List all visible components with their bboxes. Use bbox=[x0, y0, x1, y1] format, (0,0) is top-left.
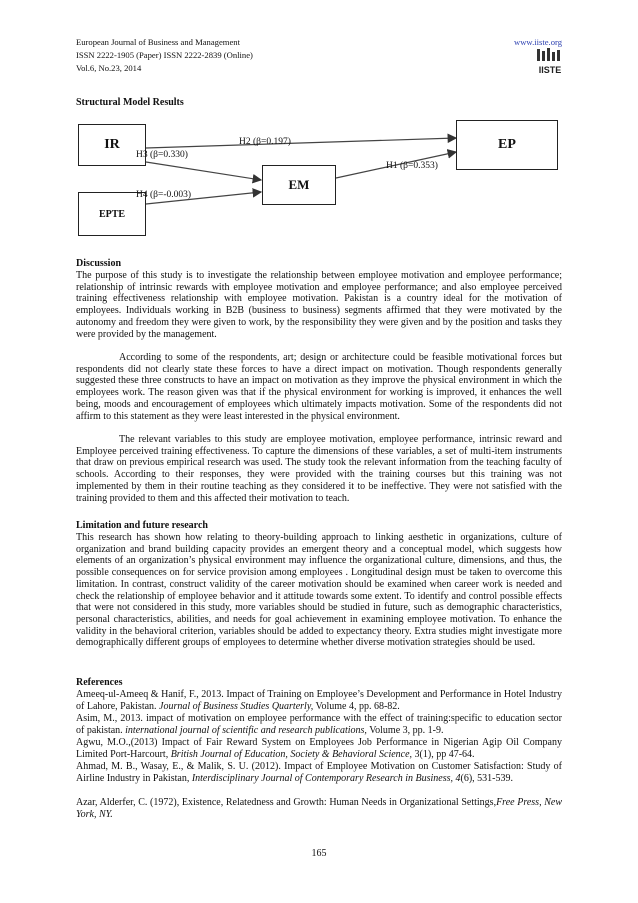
reference-item: Ameeq-ul-Ameeq & Hanif, F., 2013. Impact of Training on Employee’s Development and Performance in Hotel Industry of Lahore, Pakistan. Journal of Business Studies Quarterly, Volume 4, pp. 68-82. bbox=[76, 689, 562, 712]
structural-model-diagram bbox=[76, 112, 566, 252]
reference-item: Azar, Alderfer, C. (1972), Existence, Relatedness and Growth: Human Needs in Organizational Settings,Free Press, New York, NY. bbox=[76, 797, 562, 820]
journal-url-link[interactable]: www.iiste.org bbox=[514, 37, 562, 47]
path-label-h4: H4 (β=-0.003) bbox=[136, 190, 192, 200]
arrow-ir-ep bbox=[146, 138, 456, 148]
node-epte: EPTE bbox=[78, 192, 146, 236]
node-ep: EP bbox=[456, 120, 558, 170]
logo-text: IISTE bbox=[538, 65, 562, 75]
discussion-paragraph-3: The relevant variables to this study are employee motivation, employee performance, intrinsic reward and Employee perceived training effectiveness. To capture the dimensions of these variables, a set of multi-item instruments that draw on previous empirical research was used. The study took the relevant information from the teaching faculty of schools. According to their responses, they were provided with the training courses but this training was not implemented by them in their routine teaching as they considered it to be ineffective. They were not satisfied with the training provided to them and this affected their motivation to teach. bbox=[76, 434, 562, 504]
discussion-heading: Discussion bbox=[76, 258, 122, 269]
journal-name: European Journal of Business and Management bbox=[76, 37, 240, 47]
section-title: Structural Model Results bbox=[76, 97, 184, 108]
path-label-h3: H3 (β=0.330) bbox=[136, 150, 188, 160]
limitation-paragraph: This research has shown how relating to theory-building approach to linking aesthetic in organizations, culture of organization and brand building capacity provides an emergent theory and a conceptual model, which suggests how elements of an organization’s physical environment may influence the organizational culture, dimensions, and thus, the possible consequences on for service provision among employees . Longitudinal design must be taken to overcome this limitation. In contrast, construct validity of the career motivation should be examined when career work is needed and check the relationship of employee behavior and it attitude towards some extent. To identify and control possible effects that were not considered in this study, more variables should be studied in future, such as demographic characteristics, personal characteristics, abilities, and needs for goal achievement in examining employee motivation. To enhance the validity in the behavioral criterion, variables should be added to expectancy theory. Extra studies might investigate more demographically different groups of employees to determine whether diverse motivation strategies should be used. bbox=[76, 532, 562, 649]
reference-item: Asim, M., 2013. impact of motivation on employee performance with the effect of training:specific to education sector of pakistan. international journal of scientific and research publications, Volume 3, pp. 1-9. bbox=[76, 713, 562, 736]
reference-item: Ahmad, M. B., Wasay, E., & Malik, S. U. (2012). Impact of Employee Motivation on Customer Satisfaction: Study of Airline Industry in Pakistan, Interdisciplinary Journal of Contemporary Research in Business, 4(6), 531-539. bbox=[76, 761, 562, 784]
path-label-h2: H2 (β=0.197) bbox=[239, 137, 291, 147]
references-heading: References bbox=[76, 677, 123, 688]
discussion-paragraph-2: According to some of the respondents, art; design or architecture could be feasible motivational forces but respondents did not clearly state these forces to have a direct impact on motivation. Though respondents generally suggested these three constructs to have an impact on motivation as they improve the physical environment in which the employees work. The reason given was that if the physical environment for working is improved, it enhances the well being, moods and encouragement of employees which ultimately impacts motivation. Some of the respondents did not affirm to this statement as they were least interested in the physical environment. bbox=[76, 352, 562, 422]
volume-line: Vol.6, No.23, 2014 bbox=[76, 63, 142, 73]
node-ir: IR bbox=[78, 124, 146, 166]
node-em: EM bbox=[262, 165, 336, 205]
page-number: 165 bbox=[311, 848, 327, 859]
discussion-paragraph-1: The purpose of this study is to investigate the relationship between employee motivation and employee performance; relationship of intrinsic rewards with employee motivation and employee performance; and also employee perceived training effectiveness relationship with employee motivation. Pakistan is a country ideal for the motivation of employees. Individuals working in B2B (business to business) segments affirmed that they were motivated by the autonomy and freedom they were given to work, by the responsibility they were given and by the position and tasks they were provided by the management. bbox=[76, 270, 562, 340]
limitation-heading: Limitation and future research bbox=[76, 520, 208, 531]
reference-item: Agwu, M.O.,(2013) Impact of Fair Reward System on Employees Job Performance in Nigerian Agip Oil Company Limited Port-Harcourt, British Journal of Education, Society & Behavioral Science, 3(1), pp 47-64. bbox=[76, 737, 562, 760]
iiste-logo bbox=[535, 47, 565, 77]
arrow-ir-em bbox=[146, 162, 261, 180]
issn-line: ISSN 2222-1905 (Paper) ISSN 2222-2839 (Online) bbox=[76, 50, 253, 60]
path-label-h1: H1 (β=0.353) bbox=[386, 161, 438, 171]
